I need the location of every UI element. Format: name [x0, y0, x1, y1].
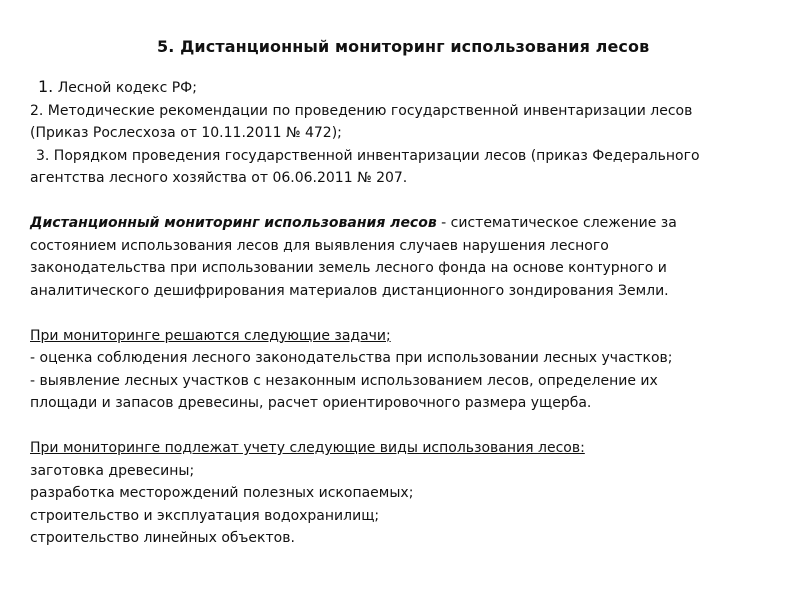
- slide-title: 5. Дистанционный мониторинг использования лесов: [157, 37, 650, 56]
- task-item-2-line-2: площади и запасов древесины, расчет ориентировочного размера ущерба.: [30, 395, 592, 411]
- use-item: строительство и эксплуатация водохранилищ;: [30, 507, 380, 524]
- definition-line-3: законодательства при использовании земель лесного фонда на основе контурного и: [30, 260, 667, 276]
- definition-line-2: состоянием использования лесов для выявления случаев нарушения лесного: [30, 237, 609, 254]
- definition-text: - систематическое слежение за: [436, 215, 677, 231]
- use-item: заготовка древесины;: [30, 462, 195, 479]
- spacer: [30, 415, 780, 438]
- use-item: разработка месторождений полезных ископаемых;: [30, 485, 414, 501]
- slide-body: [30, 76, 780, 550]
- source-item-1-text: Лесной кодекс РФ;: [53, 80, 197, 96]
- tasks-heading: При мониторинге решаются следующие задачи;: [30, 327, 391, 344]
- spacer: [30, 302, 780, 325]
- source-item-2-line-1: 2. Методические рекомендации по проведению государственной инвентаризации лесов: [30, 102, 693, 119]
- spacer: [30, 190, 780, 213]
- definition-line-4: аналитического дешифрирования материалов дистанционного зондирования Земли.: [30, 282, 669, 299]
- task-item-2-line-1: - выявление лесных участков с незаконным использованием лесов, определение их: [30, 372, 658, 389]
- use-item: строительство линейных объектов.: [30, 530, 295, 546]
- source-item-3-line-1: 3. Порядком проведения государственной инвентаризации лесов (приказ Федерального: [36, 147, 700, 164]
- source-item-1: [30, 76, 780, 100]
- uses-heading: При мониторинге подлежат учету следующие виды использования лесов:: [30, 440, 585, 456]
- definition-term: Дистанционный мониторинг использования лесов: [30, 215, 437, 231]
- task-item-1: - оценка соблюдения лесного законодательства при использовании лесных участков;: [30, 350, 673, 366]
- source-item-1-number: 1.: [38, 77, 54, 96]
- source-item-3-line-2: агентства лесного хозяйства от 06.06.2011 № 207.: [30, 170, 408, 186]
- source-item-2-line-2: (Приказ Рослесхоза от 10.11.2011 № 472);: [30, 125, 342, 141]
- definition-line-1: [30, 212, 780, 235]
